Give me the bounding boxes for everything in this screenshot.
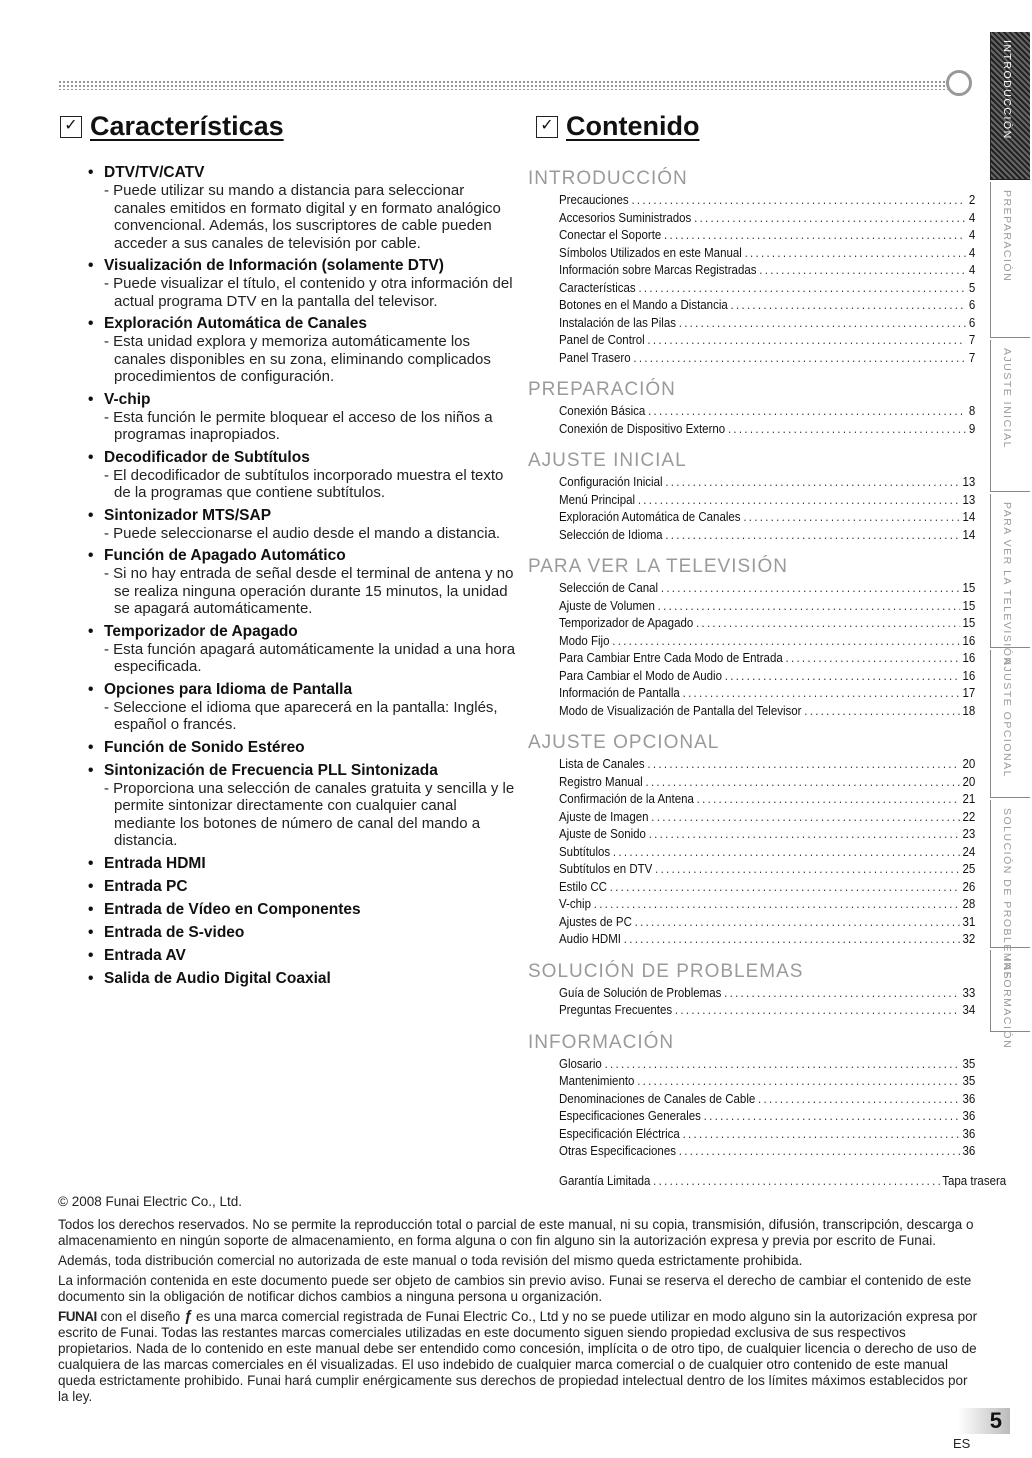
toc-entry-title: Subtítulos en DTV (559, 862, 653, 876)
toc-entry[interactable] (559, 210, 975, 228)
toc-entry[interactable] (559, 703, 975, 721)
toc-leader-dots (635, 914, 960, 932)
toc-entry-title: Selección de Idioma (559, 527, 663, 542)
toc-entry-page: 36 (962, 1109, 976, 1123)
toc-leader-dots (612, 633, 959, 651)
toc-entry-page: 7 (968, 350, 976, 365)
toc-entry[interactable] (559, 844, 975, 862)
toc-entry-page: 25 (962, 862, 976, 876)
side-tab[interactable] (990, 182, 1030, 338)
toc-entry-page: 16 (962, 668, 976, 683)
feature-heading: • Entrada AV (88, 946, 518, 965)
toc-entry-page: 28 (962, 897, 976, 911)
toc-section-heading: PARA VER LA TELEVISIÓN (528, 556, 788, 577)
toc-leader-dots (683, 1126, 960, 1144)
toc-entry[interactable] (559, 931, 975, 949)
toc-leader-dots (725, 668, 960, 686)
toc-entry[interactable] (559, 315, 975, 333)
toc-section-items (559, 1056, 976, 1161)
toc-entry-page: 13 (962, 492, 976, 507)
toc-entry-page: 4 (968, 228, 976, 242)
toc-leader-dots (649, 826, 960, 844)
toc-entry-title: Temporizador de Apagado (559, 616, 694, 630)
toc-entry-title: Denominaciones de Canales de Cable (559, 1091, 756, 1106)
toc-entry-title: Panel Trasero (559, 350, 631, 365)
page-number-badge (958, 1408, 1010, 1434)
toc-entry-title: Ajustes de PC (559, 914, 632, 929)
toc-entry-title: Lista de Canales (559, 757, 645, 771)
feature-heading: • Entrada de Vídeo en Componentes (88, 900, 518, 919)
toc-entry-page: 7 (968, 333, 976, 347)
toc-entry[interactable] (559, 492, 975, 510)
toc-entry[interactable] (559, 262, 975, 280)
funai-design-icon: ƒ (183, 1308, 193, 1325)
toc-entry-title: Conectar el Soporte (559, 228, 662, 242)
toc-entry-title: Exploración Automática de Canales (559, 510, 741, 524)
toc-entry-page: Tapa trasera (942, 1173, 1007, 1188)
toc-entry-title: Conexión de Dispositivo Externo (559, 421, 726, 436)
toc-entry-page: 36 (962, 1126, 976, 1141)
toc-entry[interactable] (559, 1002, 975, 1020)
toc-entry-page: 5 (968, 280, 976, 295)
toc-leader-dots (664, 227, 966, 245)
toc-entry[interactable] (559, 297, 975, 315)
toc-entry[interactable] (559, 1143, 975, 1161)
toc-entry-title: Para Cambiar Entre Cada Modo de Entrada (559, 651, 783, 665)
toc-entry-title: Ajuste de Sonido (559, 827, 646, 841)
toc-leader-dots (683, 685, 960, 703)
toc-entry-page: 36 (962, 1144, 976, 1158)
toc-entry-page: 9 (968, 421, 976, 436)
toc-entry[interactable] (559, 1126, 975, 1144)
side-tab-label: AJUSTE OPCIONAL (1001, 658, 1013, 778)
toc-section-heading: INTRODUCCIÓN (528, 168, 688, 189)
toc-leader-dots (728, 421, 966, 439)
toc-entry-title: Símbolos Utilizados en este Manual (559, 245, 742, 260)
toc-entry-title: Panel de Control (559, 333, 645, 347)
toc-leader-dots (638, 492, 960, 510)
toc-leader-dots (633, 350, 966, 368)
toc-entry[interactable] (559, 1056, 975, 1074)
feature-item (88, 900, 518, 919)
toc-entry-page: 32 (962, 932, 976, 946)
toc-entry-page: 4 (968, 263, 976, 277)
feature-description: - Proporciona una selección de canales gratuita y sencilla y le permite sintonizar directamente con cualquier canal mediante los botones de número de canal del mando a distancia. (104, 779, 515, 849)
toc-leader-dots (645, 774, 959, 792)
toc-entry[interactable] (559, 685, 975, 703)
toc-leader-dots (594, 896, 960, 914)
feature-item (88, 923, 518, 942)
feature-item (88, 761, 518, 850)
toc-entry[interactable] (559, 985, 975, 1003)
toc-entry-page: 33 (962, 985, 976, 1000)
toc-entry-title: Guía de Solución de Problemas (559, 985, 722, 1000)
toc-entry-title: Registro Manual (559, 774, 643, 789)
toc-entry-page: 18 (962, 703, 976, 718)
toc-entry[interactable] (559, 192, 975, 210)
legal-paragraph: Además, toda distribución comercial no autorizada de este manual o toda revisión del mismo queda estrictamente prohibida. (58, 1253, 803, 1268)
legal-text: es una marca comercial registrada de Funai Electric Co., Ltd y no se puede utilizar en modo alguno sin la autorización expresa por escrito de Funai. Todas las restantes marcas comerciales utilizadas en este documento siguen siendo propiedad exclusiva de sus respectivos propietarios. Nada de lo contenido en este manual debe ser entendido como concesión, implícita o de otro tipo, de cualquier licencia o derecho de uso de cualquiera de las marcas comerciales en él visualizadas. El uso indebido de cualquier marca comercial o de cualquier otro contenido de este manual queda estrictamente prohibido. Funai hará cumplir enérgicamente sus derechos de propiedad intelectual dentro de los límites máximos establecidos por la ley. (58, 1309, 978, 1404)
feature-heading: • V-chip (88, 390, 518, 409)
toc-leader-dots (724, 985, 960, 1003)
toc-section-heading: AJUSTE OPCIONAL (528, 732, 720, 753)
toc-entry[interactable] (559, 350, 975, 368)
toc-entry[interactable] (559, 421, 975, 439)
toc-entry-page: 23 (962, 827, 976, 841)
toc-entry-title: Precauciones (559, 193, 629, 207)
toc-section-heading: PREPARACIÓN (528, 379, 676, 400)
side-tab[interactable] (990, 494, 1030, 667)
side-tab[interactable] (990, 650, 1030, 798)
toc-leader-dots (631, 192, 966, 210)
toc-leader-dots (745, 245, 967, 263)
toc-entry[interactable] (559, 756, 975, 774)
toc-entry-title: Configuración Inicial (559, 475, 663, 489)
legal-paragraph: Todos los derechos reservados. No se permite la reproducción total o parcial de este manual, ni su copia, transmisión, difusión, transcripción, descarga o almacenamiento en ningún soporte de almacenamiento, en forma alguna o con fin alguno sin la autorización expresa y previa por escrito de Funai. (58, 1217, 974, 1248)
feature-description: - Esta función le permite bloquear el acceso de los niños a programas inapropiados. (104, 408, 493, 443)
toc-entry[interactable] (559, 650, 975, 668)
feature-item (88, 256, 518, 310)
feature-item (88, 877, 518, 896)
feature-item (88, 622, 518, 676)
toc-entry-page: 4 (968, 245, 976, 260)
toc-entry-title: Ajuste de Volumen (559, 598, 655, 613)
toc-entry-page: 16 (962, 633, 976, 648)
toc-section-heading: AJUSTE INICIAL (528, 450, 687, 471)
top-rule-circle (946, 70, 972, 96)
toc-section-heading: INFORMACIÓN (528, 1031, 675, 1053)
language-code: ES (953, 1436, 971, 1451)
toc-entry-title: Preguntas Frecuentes (559, 1003, 673, 1017)
toc-entry[interactable] (559, 633, 975, 651)
toc-entry-page: 20 (962, 774, 976, 789)
feature-heading: • Temporizador de Apagado (88, 622, 518, 641)
feature-description: - Si no hay entrada de señal desde el terminal de antena y no se realiza ninguna operación durante 15 minutos, la unidad se apagará automáticamente. (104, 565, 514, 617)
toc-entry[interactable] (559, 914, 975, 932)
toc-leader-dots (638, 280, 966, 298)
toc-entry-page: 13 (962, 475, 976, 489)
toc-entry[interactable] (559, 668, 975, 686)
toc-entry-page: 4 (968, 210, 976, 225)
checkbox-icon: ✓ (536, 116, 558, 138)
toc-leader-dots (696, 615, 960, 633)
feature-heading: • Opciones para Idioma de Pantalla (88, 680, 518, 699)
side-tab-label: SOLUCIÓN DE PROBLEMAS (1001, 808, 1013, 981)
toc-entry[interactable] (559, 527, 975, 545)
feature-item (88, 448, 518, 502)
toc-section-items (559, 403, 976, 438)
feature-description: - Seleccione el idioma que aparecerá en la pantalla: Inglés, español o francés. (104, 698, 498, 733)
toc-leader-dots (613, 844, 960, 862)
feature-item (88, 969, 518, 988)
toc-entry-title: Mantenimiento (559, 1074, 635, 1088)
toc-leader-dots (675, 1002, 960, 1020)
feature-description: - Puede seleccionarse el audio desde el mando a distancia. (104, 524, 501, 542)
feature-description: - Esta función apagará automáticamente la unidad a una hora especificada. (104, 640, 516, 675)
toc-section-items (559, 985, 976, 1020)
feature-heading: • Entrada HDMI (88, 854, 518, 873)
side-tab-label: INFORMACIÓN (1001, 958, 1013, 1050)
page-number: 5 (989, 1408, 1002, 1433)
feature-heading: • Entrada PC (88, 877, 518, 896)
toc-section-items (559, 580, 976, 720)
toc-leader-dots (655, 861, 960, 879)
toc-entry-page: 31 (962, 914, 976, 929)
toc-entry-page: 22 (962, 809, 976, 824)
toc-leader-dots (647, 756, 959, 774)
toc-entry-title: Accesorios Suministrados (559, 210, 692, 225)
toc-entry-title: Confirmación de la Antena (559, 792, 694, 806)
toc-leader-dots (731, 297, 967, 315)
side-tab[interactable] (990, 32, 1030, 180)
feature-item (88, 854, 518, 873)
toc-entry-page: 15 (962, 616, 976, 630)
feature-heading: • Decodificador de Subtítulos (88, 448, 518, 467)
toc-entry-page: 14 (962, 527, 976, 542)
feature-description: - El decodificador de subtítulos incorporado muestra el texto de la programas que contiene subtítulos. (104, 466, 504, 501)
toc-entry-title: V-chip (559, 897, 591, 911)
toc-entry-page: 21 (962, 792, 976, 806)
toc-leader-dots (665, 527, 959, 545)
toc-entry-title: Selección de Canal (559, 581, 659, 595)
toc-entry-title: Para Cambiar el Modo de Audio (559, 668, 723, 683)
toc-entry-page: 16 (962, 651, 976, 665)
toc-entry-title: Conexión Básica (559, 404, 646, 418)
toc-leader-dots (637, 1073, 959, 1091)
toc-leader-dots (786, 650, 960, 668)
toc-entry-page: 17 (962, 686, 976, 700)
feature-item (88, 390, 518, 444)
toc-entry[interactable] (559, 598, 975, 616)
toc-leader-dots (679, 315, 966, 333)
toc-entry-page: 24 (962, 844, 976, 859)
feature-description: - Esta unidad explora y memoriza automáticamente los canales disponibles en su zona, eliminando complicados procedimientos de configuración. (104, 333, 491, 385)
toc-leader-dots (679, 1143, 960, 1161)
toc-entry[interactable] (559, 474, 975, 492)
features-title (60, 111, 284, 142)
toc-entry[interactable] (559, 826, 975, 844)
toc-entry-page: 15 (962, 581, 976, 595)
side-tab-label: AJUSTE INICIAL (1001, 348, 1013, 449)
side-tab[interactable] (990, 950, 1030, 1050)
toc-leader-dots (804, 703, 959, 721)
toc-section-items (559, 756, 976, 949)
toc-entry-title: Información de Pantalla (559, 686, 680, 700)
feature-item (88, 680, 518, 734)
toc-entry-title: Especificaciones Generales (559, 1109, 701, 1123)
toc-leader-dots (605, 1056, 960, 1074)
toc-leader-dots (694, 210, 966, 228)
toc-section-items (559, 192, 976, 367)
feature-description: - Puede utilizar su mando a distancia para seleccionar canales emitidos en formato digital y en formato analógico convencional. Además, los suscriptores de cable pueden acceder a sus canales de televisión por cable. (104, 182, 501, 252)
side-tab[interactable] (990, 800, 1030, 981)
copyright: © 2008 Funai Electric Co., Ltd. (58, 1194, 243, 1209)
toc-leader-dots (624, 931, 960, 949)
feature-item (88, 163, 518, 252)
toc-entry-warranty[interactable] (559, 1173, 1006, 1191)
feature-heading: • Sintonización de Frecuencia PLL Sintonizada (88, 761, 518, 780)
toc-leader-dots (704, 1108, 960, 1126)
toc-entry[interactable] (559, 509, 975, 527)
toc-entry[interactable] (559, 1091, 975, 1109)
toc-leader-dots (661, 580, 960, 598)
feature-heading: • DTV/TV/CATV (88, 163, 518, 182)
toc-entry[interactable] (559, 227, 975, 245)
toc-entry-title: Glosario (559, 1056, 602, 1071)
toc-entry-title: Audio HDMI (559, 932, 621, 946)
feature-item (88, 946, 518, 965)
toc-entry-title: Modo Fijo (559, 633, 610, 648)
toc-entry[interactable] (559, 1073, 975, 1091)
toc-section-items (559, 474, 976, 544)
side-tab-label: PREPARACIÓN (1001, 190, 1013, 283)
toc-entry-title: Otras Especificaciones (559, 1144, 676, 1158)
toc-entry-page: 6 (968, 315, 976, 330)
toc-leader-dots (658, 598, 960, 616)
feature-heading: • Visualización de Información (solamente DTV) (88, 256, 518, 275)
toc-entry[interactable] (559, 809, 975, 827)
feature-heading: • Entrada de S-video (88, 923, 518, 942)
toc-entry-page: 34 (962, 1003, 976, 1017)
legal-text: con el diseño (100, 1309, 181, 1324)
toc-leader-dots (758, 1091, 960, 1109)
toc-entry-page: 26 (962, 879, 976, 894)
toc-entry-title: Garantía Limitada (559, 1173, 651, 1188)
toc-entry-page: 14 (962, 510, 976, 524)
checkbox-icon: ✓ (60, 116, 82, 138)
toc-entry-page: 6 (968, 298, 976, 312)
toc-entry-title: Características (559, 280, 636, 295)
feature-heading: • Función de Apagado Automático (88, 546, 518, 565)
features-list (88, 163, 518, 992)
feature-item (88, 546, 518, 618)
toc-entry-page: 36 (962, 1091, 976, 1106)
feature-item (88, 738, 518, 757)
toc-entry-page: 2 (968, 193, 976, 207)
toc-entry[interactable] (559, 615, 975, 633)
funai-logo: FUNAI (58, 1309, 97, 1324)
toc-entry[interactable] (559, 280, 975, 298)
feature-heading: • Exploración Automática de Canales (88, 314, 518, 333)
toc-entry[interactable] (559, 774, 975, 792)
contents-title-text: Contenido (566, 111, 700, 141)
toc-entry-title: Subtítulos (559, 844, 611, 859)
toc-entry-page: 35 (962, 1074, 976, 1088)
toc-entry[interactable] (559, 879, 975, 897)
toc-leader-dots (743, 509, 959, 527)
toc-entry[interactable] (559, 332, 975, 350)
toc-entry[interactable] (559, 580, 975, 598)
side-tab-label: PARA VER LA TELEVISIÓN (1001, 502, 1013, 667)
feature-item (88, 506, 518, 543)
table-of-contents (528, 168, 1007, 1190)
toc-entry-title: Especificación Eléctrica (559, 1126, 680, 1141)
legal-paragraph (58, 1309, 978, 1405)
features-title-text: Características (90, 111, 284, 141)
toc-entry-page: 20 (962, 757, 976, 771)
feature-item (88, 314, 518, 386)
toc-entry[interactable] (559, 245, 975, 263)
feature-heading: • Sintonizador MTS/SAP (88, 506, 518, 525)
legal-notice (58, 1217, 978, 1409)
legal-paragraph: La información contenida en este documento puede ser objeto de cambios sin previo aviso. Funai se reserva el derecho de cambiar el contenido de este documento sin la obligación de notificar dichos cambios a ninguna persona u organización. (58, 1273, 972, 1304)
feature-heading: • Salida de Audio Digital Coaxial (88, 969, 518, 988)
toc-entry-title: Información sobre Marcas Registradas (559, 263, 757, 277)
toc-leader-dots (653, 1173, 939, 1191)
toc-entry-page: 8 (968, 404, 976, 418)
toc-entry[interactable] (559, 403, 975, 421)
toc-leader-dots (697, 791, 960, 809)
toc-entry-title: Botones en el Mando a Distancia (559, 298, 728, 312)
toc-entry[interactable] (559, 1108, 975, 1126)
top-dotted-rule (58, 80, 958, 90)
toc-entry-title: Estilo CC (559, 879, 607, 894)
toc-entry-title: Modo de Visualización de Pantalla del Televisor (559, 703, 802, 718)
feature-heading: • Función de Sonido Estéreo (88, 738, 518, 757)
toc-leader-dots (647, 332, 966, 350)
toc-entry-title: Instalación de las Pilas (559, 315, 676, 330)
toc-entry[interactable] (559, 861, 975, 879)
section-tab-strip (990, 32, 1032, 1050)
toc-section-heading: SOLUCIÓN DE PROBLEMAS (528, 960, 804, 982)
toc-entry-page: 35 (962, 1056, 976, 1071)
toc-leader-dots (759, 262, 966, 280)
toc-leader-dots (651, 809, 959, 827)
contents-title (536, 111, 699, 142)
toc-leader-dots (648, 403, 966, 421)
feature-description: - Puede visualizar el título, el contenido y otra información del actual programa DTV en la pantalla del televisor. (104, 275, 513, 310)
side-tab-label: INTRODUCCIÓN (1001, 40, 1013, 140)
toc-leader-dots (665, 474, 959, 492)
side-tab[interactable] (990, 340, 1030, 492)
toc-entry[interactable] (559, 791, 975, 809)
toc-leader-dots (610, 879, 960, 897)
toc-entry-page: 15 (962, 598, 976, 613)
toc-entry-title: Menú Principal (559, 492, 636, 507)
toc-entry-title: Ajuste de Imagen (559, 809, 649, 824)
toc-entry[interactable] (559, 896, 975, 914)
